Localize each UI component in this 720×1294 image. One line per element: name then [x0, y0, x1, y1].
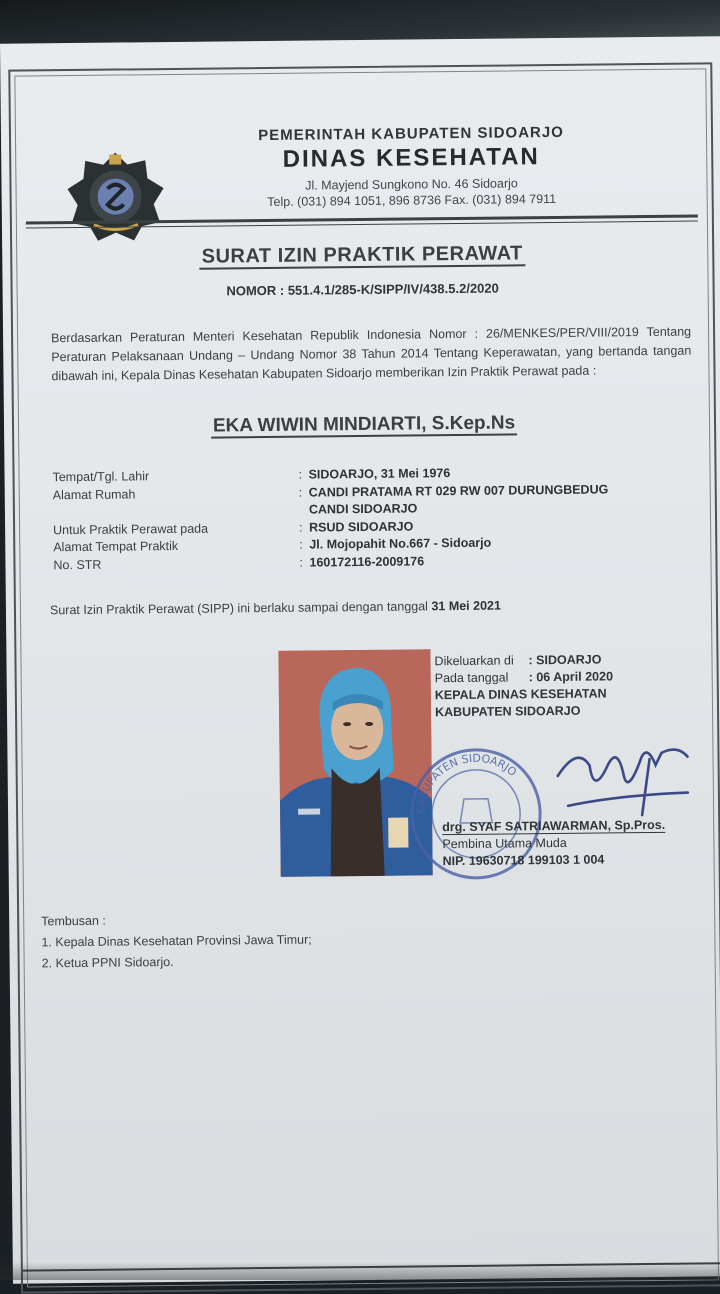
signature	[537, 735, 698, 827]
field-practice-place: Untuk Praktik Perawat pada : RSUD SIDOARJO	[53, 518, 414, 537]
issuing-office-line2: KABUPATEN SIDOARJO	[434, 703, 581, 720]
document-border	[8, 62, 720, 1293]
issuing-office-line1: KEPALA DINAS KESEHATAN	[434, 686, 607, 703]
svg-text:KABUPATEN SIDOARJO: KABUPATEN SIDOARJO	[414, 751, 520, 815]
document-title: SURAT IZIN PRAKTIK PERAWAT	[12, 240, 712, 270]
validity-date: 31 Mei 2021	[431, 598, 501, 614]
cc-heading: Tembusan :	[41, 913, 106, 929]
bottom-shadow	[0, 1262, 720, 1280]
official-rank: Pembina Utama Muda	[442, 835, 567, 852]
field-birth: Tempat/Tgl. Lahir : SIDOARJO, 31 Mei 1976	[52, 466, 451, 485]
regency-emblem-icon	[63, 150, 168, 243]
document-number: NOMOR : 551.4.1/285-K/SIPP/IV/438.5.2/2020	[226, 280, 499, 299]
intro-paragraph: Berdasarkan Peraturan Menteri Kesehatan Republik Indonesia Nomor : 26/MENKES/PER/VIII/2019 Tentang Peraturan Pelaksanaan Undang – Undang Nomor 38 Tahun 2014 Tentang Keperawatan, yang bertanda tangan dibawah ini, Kepala Dinas Kesehatan Kabupaten Sidoarjo memberikan Izin Praktik Perawat pada :	[51, 324, 692, 384]
field-home-address: Alamat Rumah : CANDI PRATAMA RT 029 RW 007 DURUNGBEDUG	[52, 481, 609, 502]
official-block	[442, 817, 665, 870]
office-contact: Telp. (031) 894 1051, 896 8736 Fax. (031) 894 7911	[267, 191, 557, 209]
validity-statement: Surat Izin Praktik Perawat (SIPP) ini berlaku sampai dengan tanggal 31 Mei 2021	[49, 598, 501, 618]
field-str-number: No. STR : 160172116-2009176	[53, 553, 425, 572]
field-practice-address: Alamat Tempat Praktik : Jl. Mojopahit No.667 - Sidoarjo	[53, 535, 492, 555]
government-name: PEMERINTAH KABUPATEN SIDOARJO	[258, 123, 564, 145]
cc-item: 1. Kepala Dinas Kesehatan Provinsi Jawa Timur;	[41, 932, 312, 950]
issuance-block: Dikeluarkan di : SIDOARJO Pada tanggal : 06 April 2020 KEPALA DINAS KESEHATAN KABUPATEN SIDOARJO	[434, 652, 614, 720]
official-name: drg. SYAF SATRIAWARMAN, Sp.Pros.	[442, 817, 666, 835]
official-nip: NIP. 19630718 199103 1 004	[442, 852, 605, 869]
office-address: Jl. Mayjend Sungkono No. 46 Sidoarjo	[305, 176, 518, 193]
cc-item: 2. Ketua PPNI Sidoarjo.	[41, 955, 174, 971]
carbon-copy	[41, 909, 312, 975]
letterhead	[211, 123, 612, 210]
field-home-address-cont: CANDI SIDOARJO	[308, 501, 418, 517]
issue-date: : 06 April 2020	[528, 669, 614, 685]
holder-details	[52, 462, 703, 574]
issue-place: : SIDOARJO	[528, 652, 602, 668]
department-name: DINAS KESEHATAN	[282, 143, 540, 173]
holder-name: EKA WIWIN MINDIARTI, S.Kep.Ns	[14, 410, 714, 439]
document-paper	[0, 36, 720, 1283]
